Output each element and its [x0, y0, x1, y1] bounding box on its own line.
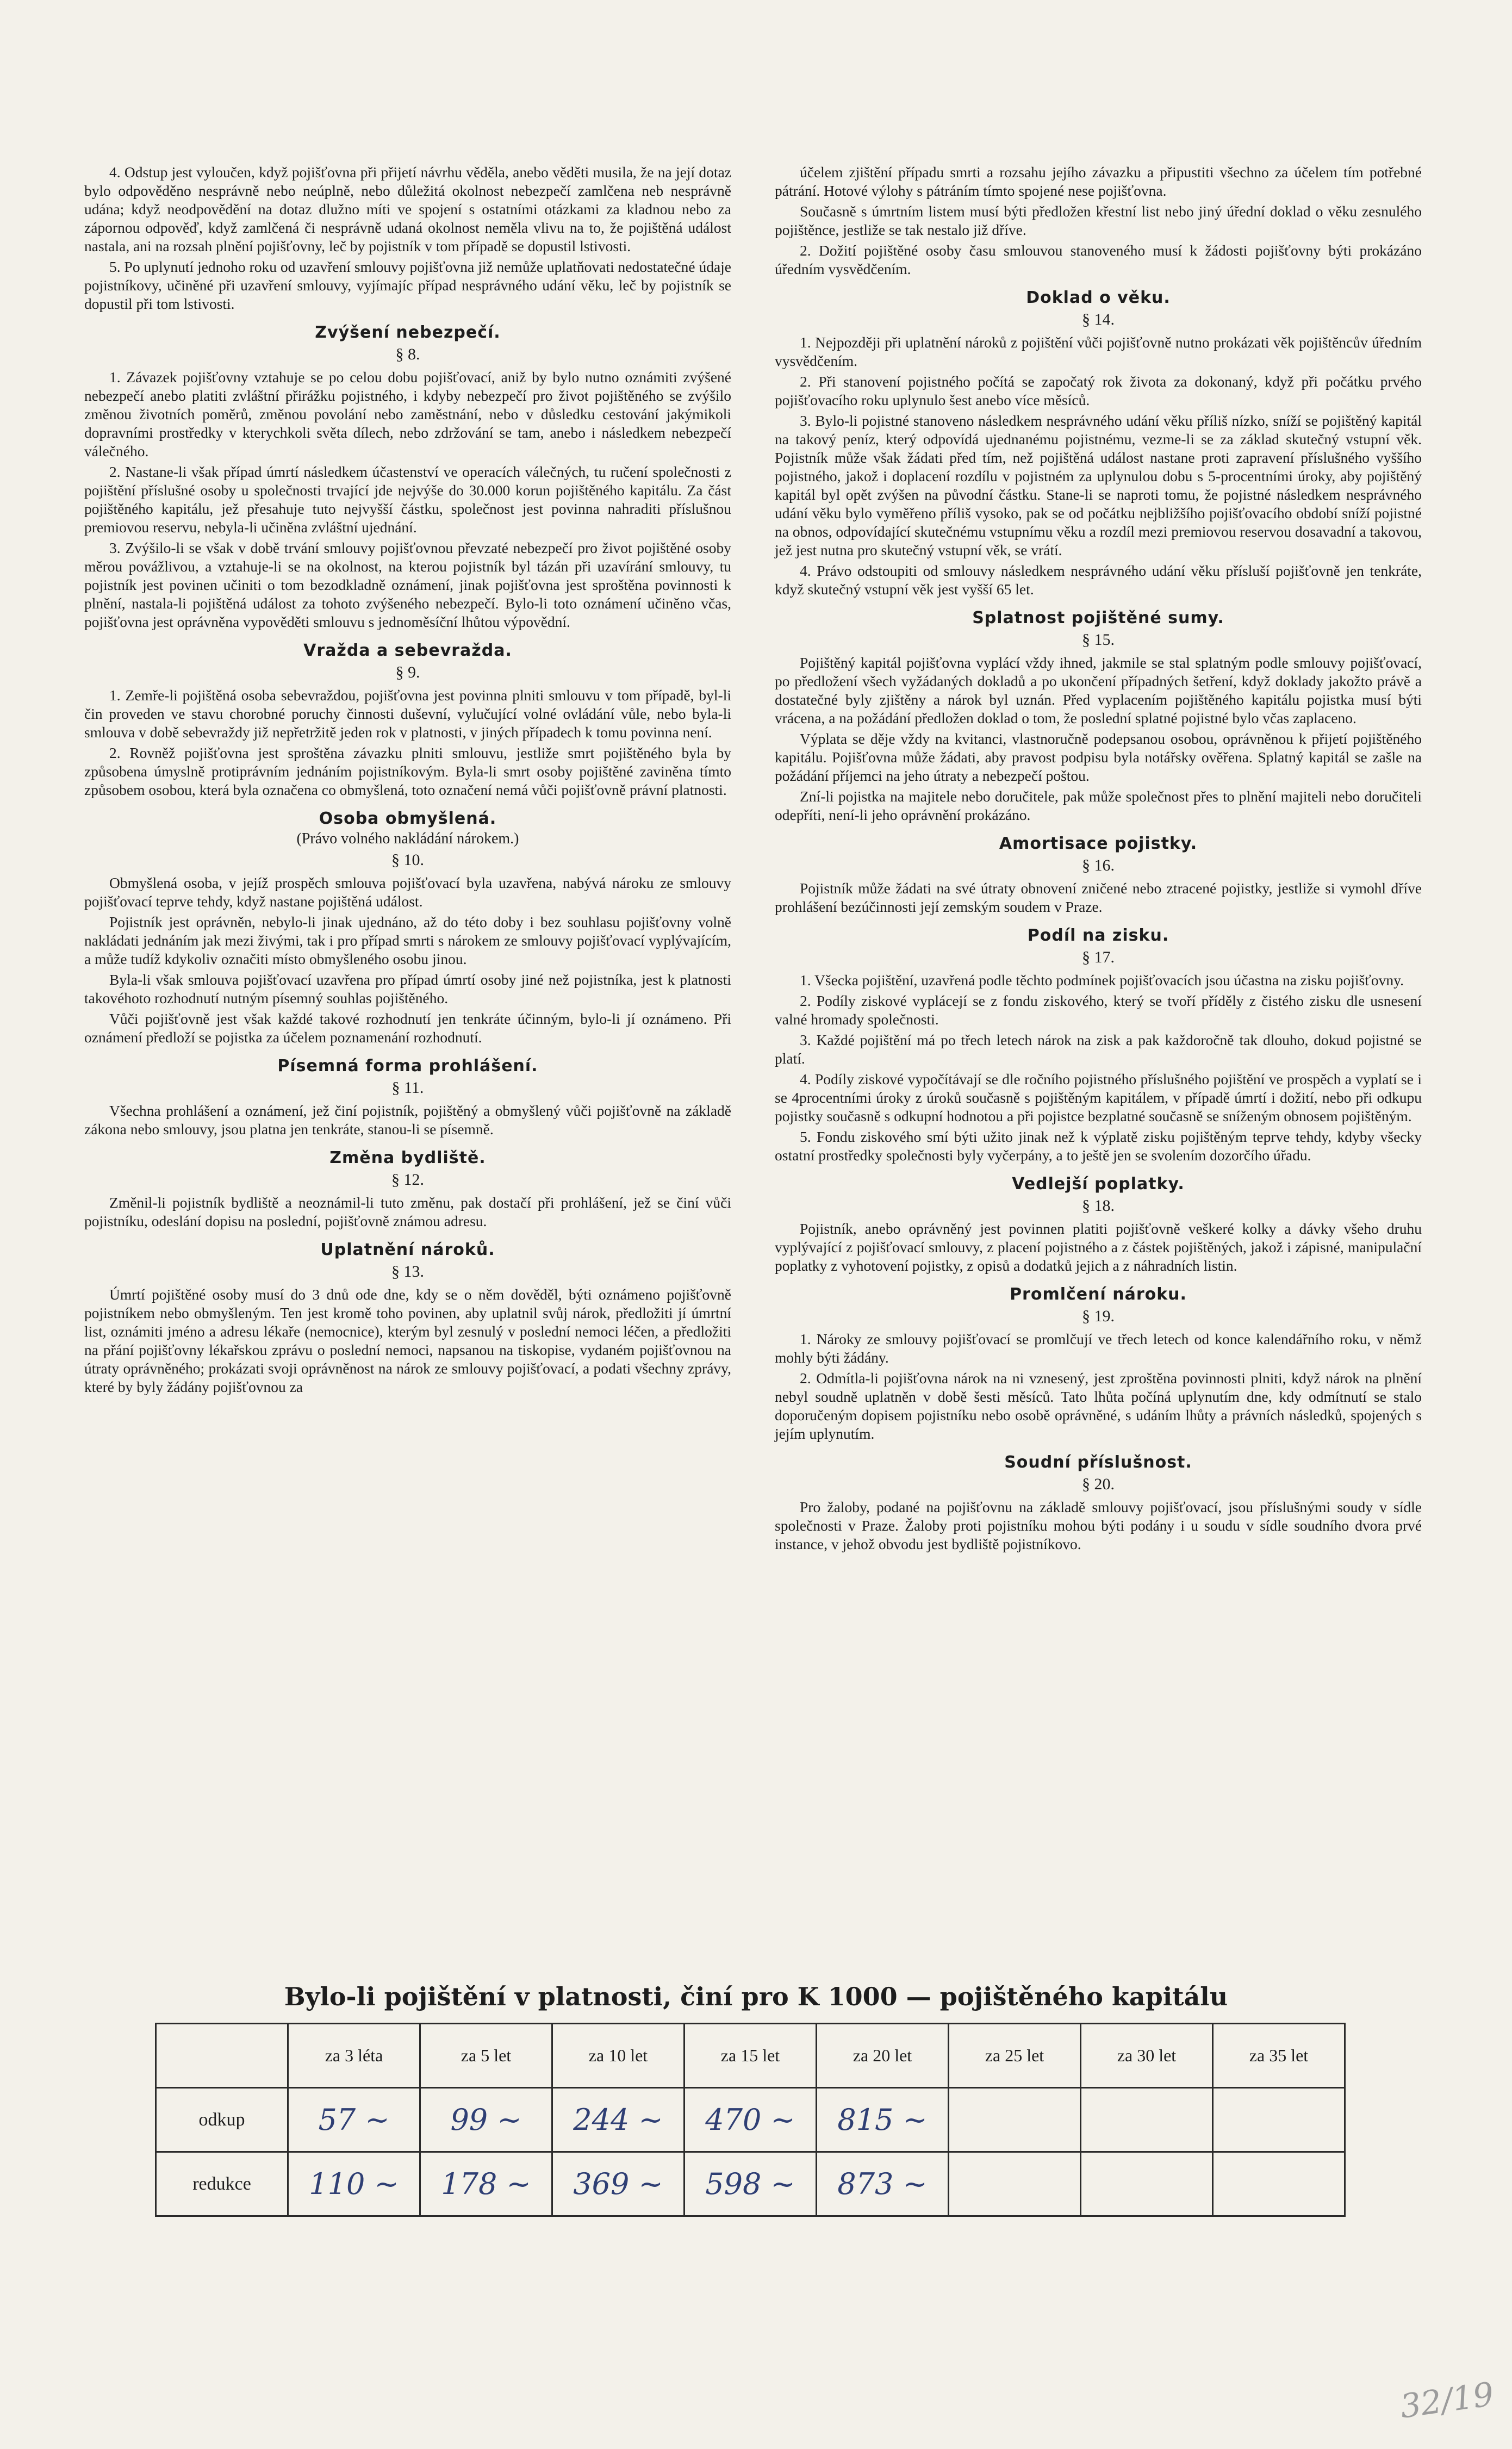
paragraph: 2. Nastane-li však případ úmrtí následkem účastenství ve operacích válečných, tu ručení společnosti z pojištění příslušné osoby u společnosti trvající jde nejvýše do 30.000 korun pojištěného kapitálu. Za část pojištěného kapitálu, jež přesahuje tuto nejvyšší částku, společnost jest povinna nahraditi příslušnou premiovou reservu, nebyla-li učiněna zvláštní ujednání.	[84, 463, 731, 536]
handwritten-value: 110 ~	[288, 2152, 420, 2216]
section-number: § 14.	[1082, 310, 1115, 328]
table-row-odkup	[156, 2088, 1345, 2152]
paragraph: 1. Všecka pojištění, uzavřená podle těchto podmínek pojišťovacích jsou účastna na zisku pojišťovny.	[800, 972, 1404, 989]
column-header: za 35 let	[1213, 2024, 1345, 2088]
paragraph: 4. Podíly ziskové vypočítávají se dle ročního pojistného příslušného pojištění ve prospěch a vyplatí se i se 4procentními úroky z úroků současně s pojištěným kapitálem, v případě úmrtí i dožití, nebo při odkupu pojistky současně s odkupní hodnotou a při pojistce bezplatné současně se sníženým obnosem pojištěným.	[775, 1071, 1422, 1124]
paragraph: účelem zjištění případu smrti a rozsahu jejího závazku a připustiti všechno za účelem tím potřebné pátrání. Hotové výlohy s pátráním tímto spojené nese pojišťovna.	[775, 164, 1422, 199]
table-row-redukce	[156, 2152, 1345, 2216]
section-heading: Soudní příslušnost.	[1004, 1453, 1192, 1472]
paragraph: 4. Odstup jest vyloučen, když pojišťovna při přijetí návrhu věděla, anebo věděti musila, že na její dotaz bylo odpověděno nesprávně nebo neúplně, nebo důležitá okolnost nebezpečí zamlčena neb nesprávně udána; když neodpovědění na dotaz dlužno míti ve spojení s ostatními otázkami za kladnou nebo za zápornou odpověď, když zamlčená či nesprávně udaná okolnost neměla vlivu na to, že pojištěná událost nastala, ani na rozsah plnění pojišťovny, leč by pojistník v tom případě se dopustil lstivosti.	[84, 164, 731, 254]
paragraph: Současně s úmrtním listem musí býti předložen křestní list nebo jiný úřední doklad o věku zesnulého pojištěnce, jestliže se tak nestalo již dříve.	[775, 203, 1422, 238]
paragraph: Obmyšlená osoba, v jejíž prospěch smlouva pojišťovací byla uzavřena, nabývá nároku ze smlouvy pojišťovací teprve tehdy, když nastane pojištěná událost.	[84, 874, 731, 910]
empty-cell	[1081, 2088, 1213, 2152]
paragraph: 2. Odmítla-li pojišťovna nárok na ni vznesený, jest zproštěna povinnosti plniti, když nárok na plnění nebyl soudně uplatněn v době šesti měsíců. Tato lhůta počíná uplynutím dne, kdy odmítnutí se stalo doporučeným dopisem pojistníku nebo osobě oprávněné, s udáním lhůty a právních následků, spojených s jejím uplynutím.	[775, 1370, 1422, 1442]
pencil-annotation: 32/19	[1397, 2375, 1496, 2426]
section-heading: Vražda a sebevražda.	[303, 641, 512, 660]
paragraph: Vůči pojišťovně jest však každé takové rozhodnutí jen tenkráte účinným, bylo-li jí oznámeno. Při oznámení předloží se pojistka za účelem poznamenání rozhodnutí.	[84, 1010, 731, 1046]
section-number: § 17.	[1082, 948, 1115, 966]
right-column	[775, 163, 1422, 1556]
empty-cell	[1081, 2152, 1213, 2216]
column-header: za 3 léta	[288, 2024, 420, 2088]
paragraph: Změnil-li pojistník bydliště a neoznámil-li tuto změnu, pak dostačí při prohlášení, jež se činí vůči pojistníku, odeslání dopisu na poslední, pojišťovně známou adresu.	[84, 1194, 731, 1229]
paragraph: 3. Každé pojištění má po třech letech nárok na zisk a pak každoročně tak dlouho, dokud pojistné se platí.	[775, 1031, 1422, 1067]
section-number: § 19.	[1082, 1307, 1115, 1325]
section-number: § 13.	[391, 1263, 424, 1281]
table-title: Bylo-li pojištění v platnosti, činí pro K 1000 — pojištěného kapitálu	[284, 1982, 1228, 2011]
paragraph: Pojistník jest oprávněn, nebylo-li jinak ujednáno, až do této doby i bez souhlasu pojišťovny volně nakládati jednáním jak mezi živými, tak i pro případ smrti s nárokem ze smlouvy pojišťovací vyplývajícím, a může tudíž kdykoliv označiti místo obmyšleného osobu jinou.	[84, 913, 731, 967]
paragraph: 3. Zvýšilo-li se však v době trvání smlouvy pojišťovnou převzaté nebezpečí pro život pojištěné osoby měrou povážlivou, a vztahuje-li se na okolnost, na kterou pojistník byl tázán při uzavírání smlouvy, tu pojistník jest povinen učiniti o tom bezodkladně oznámení, jinak pojišťovna jest sproštěna povinnosti k plnění, nastala-li pojištěná událost za tohoto zvýšeného nebezpečí. Bylo-li toto oznámení učiněno včas, pojišťovna jest oprávněna vypověděti smlouvu s jednoměsíční lhůtou výpovědní.	[84, 539, 731, 630]
empty-cell	[949, 2152, 1081, 2216]
section-number: § 9.	[395, 663, 420, 681]
section-heading: Promlčení nároku.	[1010, 1285, 1187, 1304]
row-label: redukce	[156, 2152, 288, 2216]
table-header-row	[156, 2024, 1345, 2088]
section-heading: Splatnost pojištěné sumy.	[972, 608, 1224, 627]
column-header: za 10 let	[552, 2024, 685, 2088]
paragraph: 5. Po uplynutí jednoho roku od uzavření smlouvy pojišťovna již nemůže uplatňovati nedostatečné údaje pojistníkovy, učiněné při uzavření smlouvy, vyjímajíc případ nesprávného udání věku, leč by pojistník se dopustil při tom lstivosti.	[84, 258, 731, 312]
section-heading: Zvýšení nebezpečí.	[315, 323, 501, 342]
section-heading: Podíl na zisku.	[1027, 926, 1169, 945]
paragraph: Pro žaloby, podané na pojišťovnu na základě smlouvy pojišťovací, jsou příslušnými soudy v sídle společnosti v Praze. Žaloby proti pojistníku mohou býti podány i u soudu v sídle soudního dvora prvé instance, v jehož obvodu jest bydliště pojistníkovo.	[775, 1499, 1422, 1552]
paragraph: Pojistník, anebo oprávněný jest povinnen platiti pojišťovně veškeré kolky a dávky všeho druhu vyplývající z pojišťovací smlouvy, z placení pojistného a z částek pojištěných, jakož i zápisné, manipulační poplatky z vyhotovení pojistky, z opisů a dodatků jejich a z náhradních listin.	[775, 1220, 1422, 1274]
table-corner-cell	[156, 2024, 288, 2088]
paragraph: Pojistník může žádati na své útraty obnovení zničené nebo ztracené pojistky, jestliže si vymohl dříve prohlášení bezúčinnosti její zemským soudem v Praze.	[775, 880, 1422, 915]
paragraph: 4. Právo odstoupiti od smlouvy následkem nesprávného udání věku přísluší pojišťovně jen tenkráte, když skutečný vstupní věk jest vyšší 65 let.	[775, 562, 1422, 598]
paragraph: 2. Při stanovení pojistného počítá se započatý rok života za dokonaný, když při počátku prvého pojišťovacího roku uplynulo šest anebo více měsíců.	[775, 373, 1422, 408]
handwritten-value: 57 ~	[288, 2088, 420, 2152]
section-number: § 20.	[1082, 1475, 1115, 1493]
section-subheading: (Právo volného nakládání nárokem.)	[296, 830, 519, 847]
column-header: za 25 let	[949, 2024, 1081, 2088]
paragraph: 1. Zemře-li pojištěná osoba sebevraždou, pojišťovna jest povinna plniti smlouvu v tom případě, byl-li čin proveden ve stavu chorobné poruchy činnosti duševní, vylučující volné ovládání vůle, nebo byla-li smlouva v době sebevraždy již nepřetržitě jeden rok v platnosti, v jiných případech k tomu povinna není.	[84, 687, 731, 741]
section-number: § 18.	[1082, 1197, 1115, 1215]
paragraph: 1. Závazek pojišťovny vztahuje se po celou dobu pojišťovací, aniž by bylo nutno oznámiti zvýšené nebezpečí anebo platiti zvláštní přirážku pojistného, i kdyby nebezpečí pro život pojištěného se zvýšilo změnou životních poměrů, změnou povolání nebo zaměstnání, nebo v důsledku cestování jakýmikoli dopravními prostředky v kterychkoli světa dílech, nebo zdržování se tam, anebo i následkem nebezpečí válečného.	[84, 369, 731, 459]
paragraph: Byla-li však smlouva pojišťovací uzavřena pro případ úmrtí osoby jiné než pojistníka, jest k platnosti takovéhoto rozhodnutí nutným písemný souhlas pojištěného.	[84, 971, 731, 1006]
surrender-value-table	[155, 2023, 1346, 2217]
column-header: za 20 let	[817, 2024, 949, 2088]
paragraph: Zní-li pojistka na majitele nebo doručitele, pak může společnost přes to plnění majiteli nebo doručiteli odepříti, není-li jeho oprávnění prokázáno.	[775, 788, 1422, 823]
paragraph: 5. Fondu ziskového smí býti užito jinak než k výplatě zisku pojištěným teprve tehdy, kdyby všecky ostatní prostředky společnosti byly vyčerpány, a to ještě jen se svolením dozorčího úřadu.	[775, 1128, 1422, 1164]
left-column	[84, 163, 731, 1398]
empty-cell	[1213, 2152, 1345, 2216]
section-heading: Doklad o věku.	[1026, 288, 1171, 307]
section-heading: Vedlejší poplatky.	[1012, 1174, 1185, 1194]
column-header: za 5 let	[420, 2024, 552, 2088]
empty-cell	[1213, 2088, 1345, 2152]
handwritten-value: 815 ~	[817, 2088, 949, 2152]
handwritten-value: 99 ~	[420, 2088, 552, 2152]
section-number: § 11.	[391, 1079, 424, 1097]
paragraph: 2. Dožití pojištěné osoby času smlouvou stanoveného musí k žádosti pojišťovny býti prokázáno úředním vysvědčením.	[775, 242, 1422, 277]
handwritten-value: 598 ~	[685, 2152, 817, 2216]
paragraph: Úmrtí pojištěné osoby musí do 3 dnů ode dne, kdy se o něm dověděl, býti oznámeno pojišťovně pojistníkem nebo obmyšleným. Ten jest kromě toho povinen, aby uplatnil svůj nárok, předložiti jí úmrtní list, oznámiti jméno a adresu lékaře (nemocnice), kterým byl zesnulý v poslední nemoci léčen, a předložiti na přání pojišťovny lékařskou zprávu o poslední nemoci, napsanou na tiskopise, vydaném pojišťovnou na útraty oprávněného; prokázati svoji oprávněnost na nárok ze smlouvy pojišťovací, a podati všechny zprávy, které by byly žádány pojišťovnou za	[84, 1286, 731, 1395]
column-header: za 30 let	[1081, 2024, 1213, 2088]
section-number: § 10.	[391, 851, 424, 869]
paragraph: 2. Podíly ziskové vyplácejí se z fondu ziskového, který se tvoří příděly z čistého zisku dle usnesení valné hromady společnosti.	[775, 992, 1422, 1028]
section-number: § 16.	[1082, 856, 1115, 874]
paragraph: Pojištěný kapitál pojišťovna vyplácí vždy ihned, jakmile se stal splatným podle smlouvy pojišťovací, po předložení všech vyžádaných dokladů a po ukončení případných šetření, když doklady jakožto právě a dostatečné byly zjištěny a nárok byl uznán. Před vyplacením pojištěného kapitálu pojistka musí býti vrácena, a na požádání předložen doklad o tom, že poslední splatné pojistné bylo včas zaplaceno.	[775, 654, 1422, 726]
section-heading: Změna bydliště.	[329, 1148, 486, 1167]
section-number: § 15.	[1082, 631, 1115, 649]
column-header: za 15 let	[685, 2024, 817, 2088]
section-heading: Osoba obmyšlená.	[319, 809, 497, 828]
row-label: odkup	[156, 2088, 288, 2152]
section-number: § 12.	[391, 1171, 424, 1189]
handwritten-value: 178 ~	[420, 2152, 552, 2216]
handwritten-value: 873 ~	[817, 2152, 949, 2216]
paragraph: 1. Nároky ze smlouvy pojišťovací se promlčují ve třech letech od konce kalendářního roku, v němž mohly býti žádány.	[775, 1331, 1422, 1366]
paragraph: Všechna prohlášení a oznámení, jež činí pojistník, pojištěný a obmyšlený vůči pojišťovně na základě zákona nebo smlouvy, jsou platna jen tenkráte, stanou-li se písemně.	[84, 1102, 731, 1138]
handwritten-value: 470 ~	[685, 2088, 817, 2152]
paragraph: 1. Nejpozději při uplatnění nároků z pojištění vůči pojišťovně nutno prokázati věk pojištěncův úředním vysvědčením.	[775, 334, 1422, 369]
handwritten-value: 244 ~	[552, 2088, 685, 2152]
section-heading: Uplatnění nároků.	[320, 1240, 495, 1259]
section-heading: Amortisace pojistky.	[999, 834, 1198, 853]
section-number: § 8.	[395, 345, 420, 363]
paragraph: 2. Rovněž pojišťovna jest sproštěna závazku plniti smlouvu, jestliže smrt pojištěného byla by způsobena úmyslně protiprávním jednáním pojistníkovým. Byla-li smrt osoby pojištěné zaviněna tímto způsobem osobou, která byla označena co obmyšlená, toto označení nemá vůči pojišťovně právní platnosti.	[84, 744, 731, 798]
paragraph: Výplata se děje vždy na kvitanci, vlastnoručně podepsanou osobou, oprávněnou k přijetí pojištěného kapitálu. Pojišťovna může žádati, aby pravost podpisu byla notářsky ověřena. Splatný kapitál se zašle na požádání příjemci na jeho útraty a nebezpečí poštou.	[775, 730, 1422, 784]
handwritten-value: 369 ~	[552, 2152, 685, 2216]
section-heading: Písemná forma prohlášení.	[277, 1056, 538, 1076]
paragraph: 3. Bylo-li pojistné stanoveno následkem nesprávného udání věku příliš nízko, sníží se pojištěný kapitál na takový peníz, který odpovídá ujednanému pojistnému, vezme-li se za základ skutečný vstupní věk. Pojistník může však žádati před tím, než pojištěná událost nastane proti zapravení příslušného vyššího pojistného, jakož i doplacení rozdílu v pojistném za uplynulou dobu s 5-procentními úroky, aby pojištěný kapitál byl opět zvýšen na původní částku. Stane-li se naproti tomu, že pojistné následkem nesprávného udání věku bylo vyměřeno příliš vysoko, pak se od počátku nejbližšího pojišťovacího období sníží pojistné na obnos, odpovídající skutečnému vstupnímu věku a rozdíl mezi premiovou reservou dosavadní a takovou, jež jest nutna pro skutečný vstupní věk, se vrátí.	[775, 412, 1422, 558]
empty-cell	[949, 2088, 1081, 2152]
